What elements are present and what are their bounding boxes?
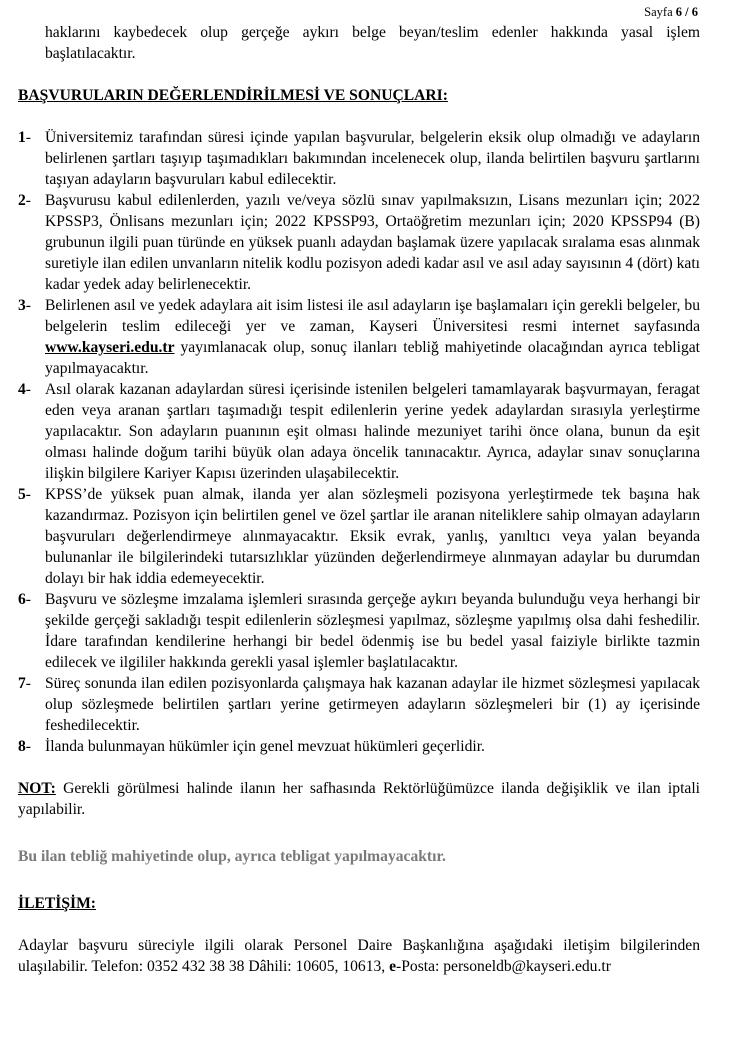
contact-heading: İLETİŞİM: <box>18 895 96 912</box>
list-item <box>18 589 700 673</box>
list-item <box>18 127 700 190</box>
list-item <box>18 484 700 589</box>
note-paragraph <box>18 778 700 820</box>
item-number: 3 - <box>18 295 31 316</box>
item-number: 4 - <box>18 379 31 400</box>
document-body <box>18 22 700 977</box>
item-number: 7 - <box>18 673 31 694</box>
page-number <box>644 4 698 20</box>
item-text: Başvurusu kabul edilenlerden, yazılı ve/veya sözlü sınav yapılmaksızın, Lisans mezunları için; 2022 KPSSP3, Önlisans mezunları için; 2022 KPSSP93, Ortaöğretim mezunları için; 2020 KPSSP94 (B) grubunun ilgili puan türünde en yüksek puanlı adaydan başlamak üzere yapılacak sıralama esas alınmak suretiyle ilan edilen unvanların nitelik kodlu pozisyon adedi kadar asıl ve asıl aday sayısının 4 (dört) katı kadar yedek aday belirlenecektir. <box>45 192 700 293</box>
item-text: KPSS’de yüksek puan almak, ilanda yer alan sözleşmeli pozisyona yerleştirmede tek başına hak kazandırmaz. Pozisyon için belirtilen genel ve özel şartlar ile aranan niteliklere sahip olmayan adayların başvuruları değerlendirmeye alınmayacaktır. Eksik evrak, yanlış, yanıltıcı veya yalan beyanda bulunanlar ile bilgilerindeki tutarsızlıklar yüzünden değerlendirmeye alınmayan adaylar bu durumdan dolayı bir hak iddia edemeyecektir. <box>45 486 700 587</box>
evaluation-list <box>18 127 700 757</box>
page-number-value: 6 / 6 <box>675 5 698 19</box>
continuation-paragraph: haklarını kaybedecek olup gerçeğe aykırı belge beyan/teslim edenler hakkında yasal işlem başlatılacaktır. <box>45 24 700 62</box>
website-link[interactable]: www.kayseri.edu.tr <box>45 339 175 356</box>
item-text: Başvuru ve sözleşme imzalama işlemleri sırasında gerçeğe aykırı beyanda bulunduğu veya herhangi bir şekilde gerçeği sakladığı tespit edilenlerin sözleşmesi yapılmaz, sözleşme yapılmış olsa dahi feshedilir. İdare tarafından kendilerine herhangi bir bedel ödenmiş ise bu bedel yasal faiziyle birlikte tazmin edilecek ve ilgililer hakkında gerekli yasal işlemler başlatılacaktır. <box>45 591 700 671</box>
item-number: 5 - <box>18 484 31 505</box>
contact-paragraph <box>18 935 700 977</box>
list-item <box>18 736 700 757</box>
list-item <box>18 295 700 379</box>
page-number-prefix: Sayfa <box>644 5 676 19</box>
list-item <box>18 673 700 736</box>
note-label: NOT: <box>18 780 56 797</box>
list-item <box>18 190 700 295</box>
item-number: 6 - <box>18 589 31 610</box>
item-number: 2 - <box>18 190 31 211</box>
item-number: 1 - <box>18 127 31 148</box>
item-text-before-link: Belirlenen asıl ve yedek adaylara ait isim listesi ile asıl adayların işe başlamaları için gerekli belgeler, bu belgelerin teslim edileceği yer ve zaman, Kayseri Üniversitesi resmi internet sayfasında <box>45 297 700 335</box>
note-text: Gerekli görülmesi halinde ilanın her safhasında Rektörlüğümüzce ilanda değişiklik ve ilan iptali yapılabilir. <box>18 780 700 818</box>
item-number: 8 - <box>18 736 31 757</box>
item-text: Süreç sonunda ilan edilen pozisyonlarda çalışmaya hak kazanan adaylar ile hizmet sözleşmesi yapılacak olup sözleşmede belirtilen şartları yerine getirmeyen adayların sözleşmeleri bir (1) ay içerisinde feshedilecektir. <box>45 675 700 734</box>
email-prefix: e <box>389 958 397 975</box>
section-heading-evaluation: BAŞVURULARIN DEĞERLENDİRİLMESİ VE SONUÇLARI: <box>18 87 448 104</box>
item-text: Üniversitemiz tarafından süresi içinde yapılan başvurular, belgelerin eksik olup olmadığı ve adayların belirlenen şartları taşıyıp taşımadıkları bakımından incelenecek olup, ilanda belirtilen başvuru şartlarını taşıyan adayların başvuruları kabul edilecektir. <box>45 129 700 188</box>
contact-text: Adaylar başvuru süreciyle ilgili olarak Personel Daire Başkanlığına aşağıdaki iletişim bilgilerinden ulaşılabilir. Telefon: 0352 432 38 38 Dâhili: 10605, 10613, <box>18 937 700 975</box>
item-text: Asıl olarak kazanan adaylardan süresi içerisinde istenilen belgeleri tamamlayarak başvurmayan, feragat eden veya aranan şartları taşımadığı tespit edilenlerin yerine yedek adaylardan sırasıyla yerleştirme yapılacaktır. Son adayların puanının eşit olması halinde mezuniyet tarihi önce olana, bunun da eşit olması halinde doğum tarihi büyük olan adaya öncelik tanınacaktır. Ayrıca, adaylar sınav sonuçlarına ilişkin bilgilere Kariyer Kapısı üzerinden ulaşabilecektir. <box>45 381 700 482</box>
contact-email[interactable]: -Posta: personeldb@kayseri.edu.tr <box>396 958 611 975</box>
notice-text: Bu ilan tebliğ mahiyetinde olup, ayrıca tebligat yapılmayacaktır. <box>18 848 446 865</box>
list-item <box>18 379 700 484</box>
item-text: İlanda bulunmayan hükümler için genel mevzuat hükümleri geçerlidir. <box>45 738 485 755</box>
item-text-after-link: yayımlanacak olup, sonuç ilanları tebliğ mahiyetinde olacağından ayrıca tebligat yapılmayacaktır. <box>45 339 700 377</box>
